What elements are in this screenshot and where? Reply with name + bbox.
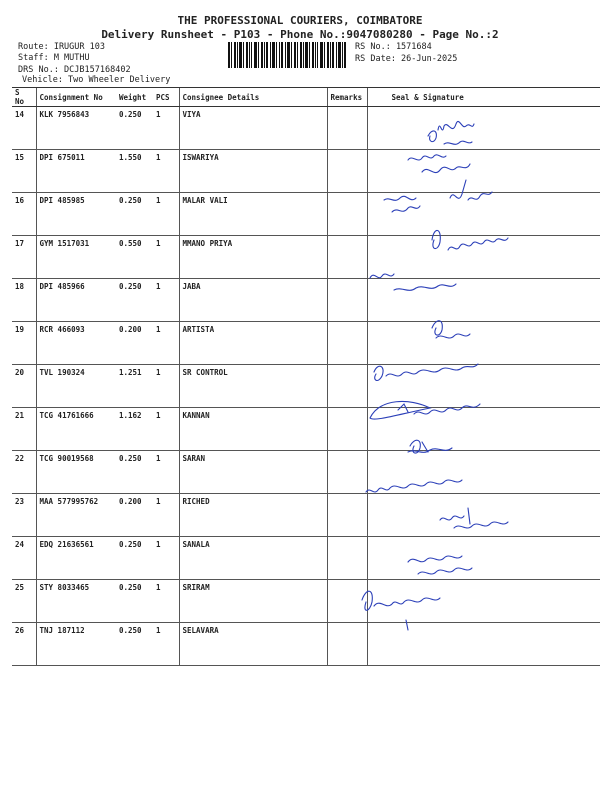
row-sno: 15 [12,150,36,193]
row-weight: 0.250 [116,537,153,580]
col-remarks: Remarks [327,88,367,107]
runsheet-subtitle: Delivery Runsheet - P103 - Phone No.:9047080280 - Page No.:2 [101,28,499,41]
row-consignee: KANNAN [179,408,327,451]
row-consignee: JABA [179,279,327,322]
row-pcs: 1 [153,623,179,666]
row-pcs: 1 [153,107,179,150]
row-sno: 17 [12,236,36,279]
drs-number: DRS No.: DCJB157168402 [18,65,131,75]
row-consignee: SRIRAM [179,580,327,623]
row-consignee: MALAR VALI [179,193,327,236]
signatures-area [358,100,600,640]
row-sno: 23 [12,494,36,537]
row-consignment-no: DPI 485985 [36,193,116,236]
col-consignee: Consignee Details [179,88,327,107]
rs-number: RS No.: 1571684 [355,42,432,52]
row-weight: 0.250 [116,451,153,494]
row-weight: 0.250 [116,279,153,322]
row-consignment-no: TCG 90019568 [36,451,116,494]
row-sno: 20 [12,365,36,408]
row-consignee: SR CONTROL [179,365,327,408]
vehicle-label: Vehicle: Two Wheeler Delivery [22,75,171,85]
row-weight: 1.550 [116,150,153,193]
row-pcs: 1 [153,322,179,365]
row-sno: 21 [12,408,36,451]
signature-row-14 [428,121,474,144]
row-consignment-no: STY 8033465 [36,580,116,623]
company-title: THE PROFESSIONAL COURIERS, COIMBATORE [177,14,423,27]
signature-row-19 [432,321,470,338]
row-sno: 22 [12,451,36,494]
rs-date: RS Date: 26-Jun-2025 [355,54,458,64]
row-sno: 18 [12,279,36,322]
row-weight: 0.200 [116,322,153,365]
signature-row-24 [440,508,508,528]
row-pcs: 1 [153,494,179,537]
row-consignee: SARAN [179,451,327,494]
row-pcs: 1 [153,193,179,236]
row-consignment-no: TVL 190324 [36,365,116,408]
signature-row-25 [408,556,472,574]
row-weight: 0.250 [116,580,153,623]
row-sno: 25 [12,580,36,623]
signature-row-22 [408,440,452,453]
row-consignee: MMANO PRIYA [179,236,327,279]
row-pcs: 1 [153,537,179,580]
staff-label: Staff: M MUTHU [18,53,90,63]
row-sno: 19 [12,322,36,365]
row-pcs: 1 [153,150,179,193]
row-pcs: 1 [153,365,179,408]
row-consignment-no: TNJ 187112 [36,623,116,666]
row-consignment-no: DPI 675011 [36,150,116,193]
row-sno: 24 [12,537,36,580]
col-sno: S No [12,88,36,107]
row-weight: 0.250 [116,193,153,236]
row-consignment-no: TCG 41761666 [36,408,116,451]
col-pcs: PCS [153,88,179,107]
row-sno: 26 [12,623,36,666]
row-consignee: VIYA [179,107,327,150]
row-weight: 1.251 [116,365,153,408]
signature-row-16 [384,180,492,212]
row-consignee: SANALA [179,537,327,580]
row-pcs: 1 [153,236,179,279]
row-sno: 14 [12,107,36,150]
signature-row-20 [374,364,478,380]
row-weight: 0.250 [116,623,153,666]
row-consignee: RICHED [179,494,327,537]
row-weight: 1.162 [116,408,153,451]
row-consignment-no: EDQ 21636561 [36,537,116,580]
row-consignee: SELAVARA [179,623,327,666]
row-weight: 0.550 [116,236,153,279]
signature-row-21 [370,401,480,419]
row-weight: 0.200 [116,494,153,537]
row-sno: 16 [12,193,36,236]
row-consignment-no: KLK 7956843 [36,107,116,150]
signature-row-23 [366,480,462,492]
route-label: Route: IRUGUR 103 [18,42,105,52]
row-consignment-no: DPI 485966 [36,279,116,322]
col-consignment: Consignment No [36,88,116,107]
row-consignee: ISWARIYA [179,150,327,193]
row-consignment-no: MAA 577995762 [36,494,116,537]
signature-row-17 [432,230,508,250]
col-signature: Seal & Signature [367,88,600,107]
col-weight: Weight [116,88,153,107]
row-consignment-no: GYM 1517031 [36,236,116,279]
signature-row-15 [408,155,470,173]
row-pcs: 1 [153,408,179,451]
row-pcs: 1 [153,580,179,623]
signature-row-18 [370,274,456,290]
row-consignee: ARTISTA [179,322,327,365]
signature-row-26 [362,591,440,630]
barcode-icon [228,42,346,68]
row-pcs: 1 [153,279,179,322]
row-consignment-no: RCR 466093 [36,322,116,365]
row-weight: 0.250 [116,107,153,150]
row-pcs: 1 [153,451,179,494]
